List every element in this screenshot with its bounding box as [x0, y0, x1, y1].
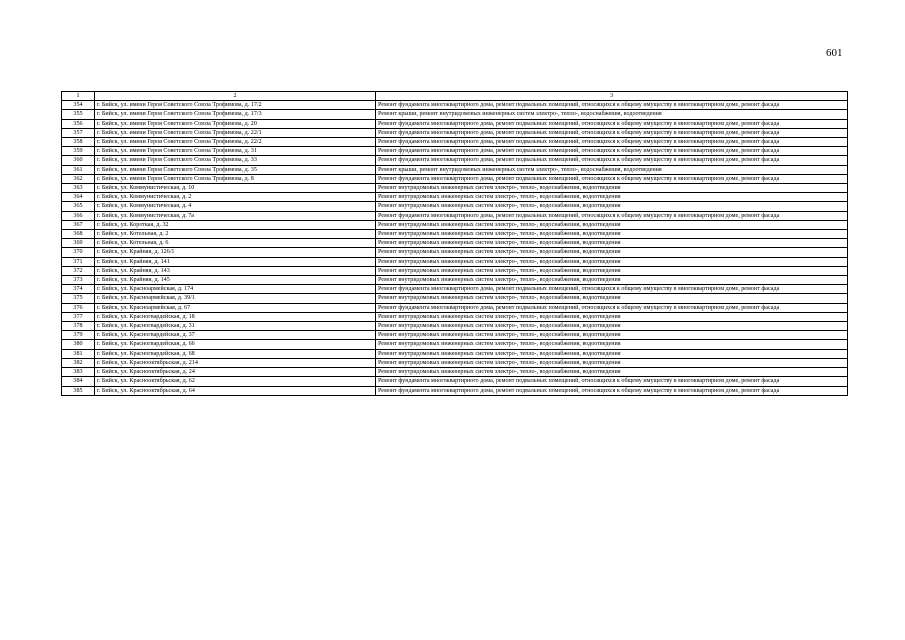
- row-address: г. Бийск, ул. Коммунистическая, д. 2: [95, 193, 376, 202]
- row-work: Ремонт фундамента многоквартирного дома, ремонт подвальных помещений, относящихся к общему имуществу в многоквартирном доме, ремонт фасада: [376, 138, 848, 147]
- row-work: Ремонт внутридомовых инженерных систем электро-, тепло-, водоснабжения, водоотведения: [376, 276, 848, 285]
- table-row: [62, 239, 848, 248]
- table-row: [62, 294, 848, 303]
- row-work: Ремонт фундамента многоквартирного дома, ремонт подвальных помещений, относящихся к общему имуществу в многоквартирном доме, ремонт фасада: [376, 101, 848, 110]
- row-number: 356: [62, 119, 95, 128]
- row-address: г. Бийск, ул. Красногвардейская, д. 18: [95, 312, 376, 321]
- row-work: Ремонт внутридомовых инженерных систем электро-, тепло-, водоснабжения, водоотведения: [376, 322, 848, 331]
- row-work: Ремонт фундамента многоквартирного дома, ремонт подвальных помещений, относящихся к общему имуществу в многоквартирном доме, ремонт фасада: [376, 128, 848, 137]
- row-number: 372: [62, 266, 95, 275]
- table-row: [62, 128, 848, 137]
- table-row: [62, 322, 848, 331]
- row-address: г. Бийск, ул. Котельная, д. 2: [95, 230, 376, 239]
- row-address: г. Бийск, ул. имени Героя Советского Союза Трофимова, д. 31: [95, 147, 376, 156]
- table-header-row: [62, 92, 848, 101]
- row-number: 378: [62, 322, 95, 331]
- table-row: [62, 358, 848, 367]
- row-address: г. Бийск, ул. Красноoктябрьская, д. 64: [95, 386, 376, 395]
- row-number: 383: [62, 368, 95, 377]
- row-address: г. Бийск, ул. Крайняя, д. 141: [95, 257, 376, 266]
- row-number: 368: [62, 230, 95, 239]
- row-number: 379: [62, 331, 95, 340]
- table-row: [62, 368, 848, 377]
- column-header: 2: [95, 92, 376, 101]
- table-row: [62, 202, 848, 211]
- row-address: г. Бийск, ул. имени Героя Советского Союза Трофимова, д. 17/2: [95, 101, 376, 110]
- row-number: 360: [62, 156, 95, 165]
- table-row: [62, 386, 848, 395]
- row-work: Ремонт крыши, ремонт внутридомовых инженерных систем электро-, тепло-, водоснабжения, водоотведения: [376, 110, 848, 119]
- row-number: 380: [62, 340, 95, 349]
- row-number: 376: [62, 303, 95, 312]
- column-header: 1: [62, 92, 95, 101]
- table-row: [62, 276, 848, 285]
- row-number: 364: [62, 193, 95, 202]
- row-address: г. Бийск, ул. имени Героя Советского Союза Трофимова, д. 35: [95, 165, 376, 174]
- table-body: [62, 101, 848, 396]
- row-address: г. Бийск, ул. Красногвардейская, д. 31: [95, 322, 376, 331]
- row-number: 365: [62, 202, 95, 211]
- row-work: Ремонт внутридомовых инженерных систем электро-, тепло-, водоснабжения, водоотведения: [376, 312, 848, 321]
- row-work: Ремонт внутридомовых инженерных систем электро-, тепло-, водоснабжения, водоотведения: [376, 368, 848, 377]
- row-work: Ремонт внутридомовых инженерных систем электро-, тепло-, водоснабжения, водоотведения: [376, 230, 848, 239]
- table-row: [62, 377, 848, 386]
- page-number: 601: [826, 47, 843, 59]
- row-number: 377: [62, 312, 95, 321]
- table-row: [62, 331, 848, 340]
- row-number: 384: [62, 377, 95, 386]
- row-address: г. Бийск, ул. Котельная, д. 6: [95, 239, 376, 248]
- row-address: г. Бийск, ул. Красногвардейская, д. 66: [95, 340, 376, 349]
- row-work: Ремонт фундамента многоквартирного дома, ремонт подвальных помещений, относящихся к общему имуществу в многоквартирном доме, ремонт фасада: [376, 285, 848, 294]
- row-address: г. Бийск, ул. Крайняя, д. 145: [95, 276, 376, 285]
- row-work: Ремонт фундамента многоквартирного дома, ремонт подвальных помещений, относящихся к общему имуществу в многоквартирном доме, ремонт фасада: [376, 211, 848, 220]
- table-row: [62, 110, 848, 119]
- row-number: 366: [62, 211, 95, 220]
- row-address: г. Бийск, ул. имени Героя Советского Союза Трофимова, д. 8: [95, 174, 376, 183]
- row-work: Ремонт фундамента многоквартирного дома, ремонт подвальных помещений, относящихся к общему имуществу в многоквартирном доме, ремонт фасада: [376, 174, 848, 183]
- row-work: Ремонт фундамента многоквартирного дома, ремонт подвальных помещений, относящихся к общему имуществу в многоквартирном доме, ремонт фасада: [376, 386, 848, 395]
- row-number: 355: [62, 110, 95, 119]
- row-address: г. Бийск, ул. Крайняя, д. 126/1: [95, 248, 376, 257]
- table-row: [62, 119, 848, 128]
- table-row: [62, 174, 848, 183]
- row-address: г. Бийск, ул. Красноoктябрьская, д. 214: [95, 358, 376, 367]
- row-address: г. Бийск, ул. имени Героя Советского Союза Трофимова, д. 20: [95, 119, 376, 128]
- row-work: Ремонт внутридомовых инженерных систем электро-, тепло-, водоснабжения, водоотведения: [376, 340, 848, 349]
- table-row: [62, 340, 848, 349]
- table-row: [62, 312, 848, 321]
- row-address: г. Бийск, ул. Коммунистическая, д. 4: [95, 202, 376, 211]
- row-number: 358: [62, 138, 95, 147]
- row-work: Ремонт фундамента многоквартирного дома, ремонт подвальных помещений, относящихся к общему имуществу в многоквартирном доме, ремонт фасада: [376, 156, 848, 165]
- table-row: [62, 156, 848, 165]
- row-number: 381: [62, 349, 95, 358]
- table-row: [62, 248, 848, 257]
- row-work: Ремонт внутридомовых инженерных систем электро-, тепло-, водоснабжения, водоотведения: [376, 294, 848, 303]
- row-work: Ремонт внутридомовых инженерных систем электро-, тепло-, водоснабжения, водоотведения: [376, 257, 848, 266]
- row-work: Ремонт внутридомовых инженерных систем электро-, тепло-, водоснабжения, водоотведения: [376, 220, 848, 229]
- row-address: г. Бийск, ул. имени Героя Советского Союза Трофимова, д. 22/1: [95, 128, 376, 137]
- row-work: Ремонт фундамента многоквартирного дома, ремонт подвальных помещений, относящихся к общему имуществу в многоквартирном доме, ремонт фасада: [376, 303, 848, 312]
- row-address: г. Бийск, ул. Короткая, д. 32: [95, 220, 376, 229]
- row-number: 375: [62, 294, 95, 303]
- column-header: 3: [376, 92, 848, 101]
- row-number: 373: [62, 276, 95, 285]
- row-address: г. Бийск, ул. Коммунистическая, д. 7а: [95, 211, 376, 220]
- table-row: [62, 138, 848, 147]
- row-address: г. Бийск, ул. Красногвардейская, д. 37: [95, 331, 376, 340]
- row-address: г. Бийск, ул. имени Героя Советского Союза Трофимова, д. 17/3: [95, 110, 376, 119]
- registry-table: [61, 91, 848, 396]
- row-number: 385: [62, 386, 95, 395]
- table-row: [62, 211, 848, 220]
- row-address: г. Бийск, ул. имени Героя Советского Союза Трофимова, д. 33: [95, 156, 376, 165]
- row-address: г. Бийск, ул. Крайняя, д. 143: [95, 266, 376, 275]
- table-row: [62, 230, 848, 239]
- row-address: г. Бийск, ул. Красноoктябрьская, д. 62: [95, 377, 376, 386]
- row-number: 361: [62, 165, 95, 174]
- row-work: Ремонт внутридомовых инженерных систем электро-, тепло-, водоснабжения, водоотведения: [376, 202, 848, 211]
- table-row: [62, 184, 848, 193]
- row-work: Ремонт внутридомовых инженерных систем электро-, тепло-, водоснабжения, водоотведения: [376, 349, 848, 358]
- row-work: Ремонт крыши, ремонт внутридомовых инженерных систем электро-, тепло-, водоснабжения, водоотведения: [376, 165, 848, 174]
- row-work: Ремонт внутридомовых инженерных систем электро-, тепло-, водоснабжения, водоотведения: [376, 184, 848, 193]
- row-number: 363: [62, 184, 95, 193]
- row-work: Ремонт внутридомовых инженерных систем электро-, тепло-, водоснабжения, водоотведения: [376, 239, 848, 248]
- table-row: [62, 257, 848, 266]
- row-number: 369: [62, 239, 95, 248]
- row-number: 362: [62, 174, 95, 183]
- table-row: [62, 266, 848, 275]
- row-number: 354: [62, 101, 95, 110]
- row-work: Ремонт внутридомовых инженерных систем электро-, тепло-, водоснабжения, водоотведения: [376, 331, 848, 340]
- row-address: г. Бийск, ул. Красноoктябрьская, д. 24: [95, 368, 376, 377]
- row-work: Ремонт внутридомовых инженерных систем электро-, тепло-, водоснабжения, водоотведения: [376, 193, 848, 202]
- row-work: Ремонт фундамента многоквартирного дома, ремонт подвальных помещений, относящихся к общему имуществу в многоквартирном доме, ремонт фасада: [376, 119, 848, 128]
- row-address: г. Бийск, ул. Красноармейская, д. 174: [95, 285, 376, 294]
- table-row: [62, 165, 848, 174]
- row-address: г. Бийск, ул. Красногвардейская, д. 68: [95, 349, 376, 358]
- row-work: Ремонт внутридомовых инженерных систем электро-, тепло-, водоснабжения, водоотведения: [376, 266, 848, 275]
- table-row: [62, 193, 848, 202]
- row-number: 367: [62, 220, 95, 229]
- row-work: Ремонт фундамента многоквартирного дома, ремонт подвальных помещений, относящихся к общему имуществу в многоквартирном доме, ремонт фасада: [376, 377, 848, 386]
- row-number: 382: [62, 358, 95, 367]
- table-row: [62, 220, 848, 229]
- row-work: Ремонт фундамента многоквартирного дома, ремонт подвальных помещений, относящихся к общему имуществу в многоквартирном доме, ремонт фасада: [376, 147, 848, 156]
- row-address: г. Бийск, ул. Красноармейская, д. 67: [95, 303, 376, 312]
- row-number: 371: [62, 257, 95, 266]
- table-row: [62, 349, 848, 358]
- row-work: Ремонт внутридомовых инженерных систем электро-, тепло-, водоснабжения, водоотведения: [376, 358, 848, 367]
- table-row: [62, 101, 848, 110]
- row-number: 370: [62, 248, 95, 257]
- row-number: 357: [62, 128, 95, 137]
- row-work: Ремонт внутридомовых инженерных систем электро-, тепло-, водоснабжения, водоотведения: [376, 248, 848, 257]
- table-row: [62, 303, 848, 312]
- row-address: г. Бийск, ул. Красноармейская, д. 39/1: [95, 294, 376, 303]
- table-row: [62, 147, 848, 156]
- table-row: [62, 285, 848, 294]
- row-address: г. Бийск, ул. имени Героя Советского Союза Трофимова, д. 22/2: [95, 138, 376, 147]
- row-number: 374: [62, 285, 95, 294]
- row-address: г. Бийск, ул. Коммунистическая, д. 10: [95, 184, 376, 193]
- row-number: 359: [62, 147, 95, 156]
